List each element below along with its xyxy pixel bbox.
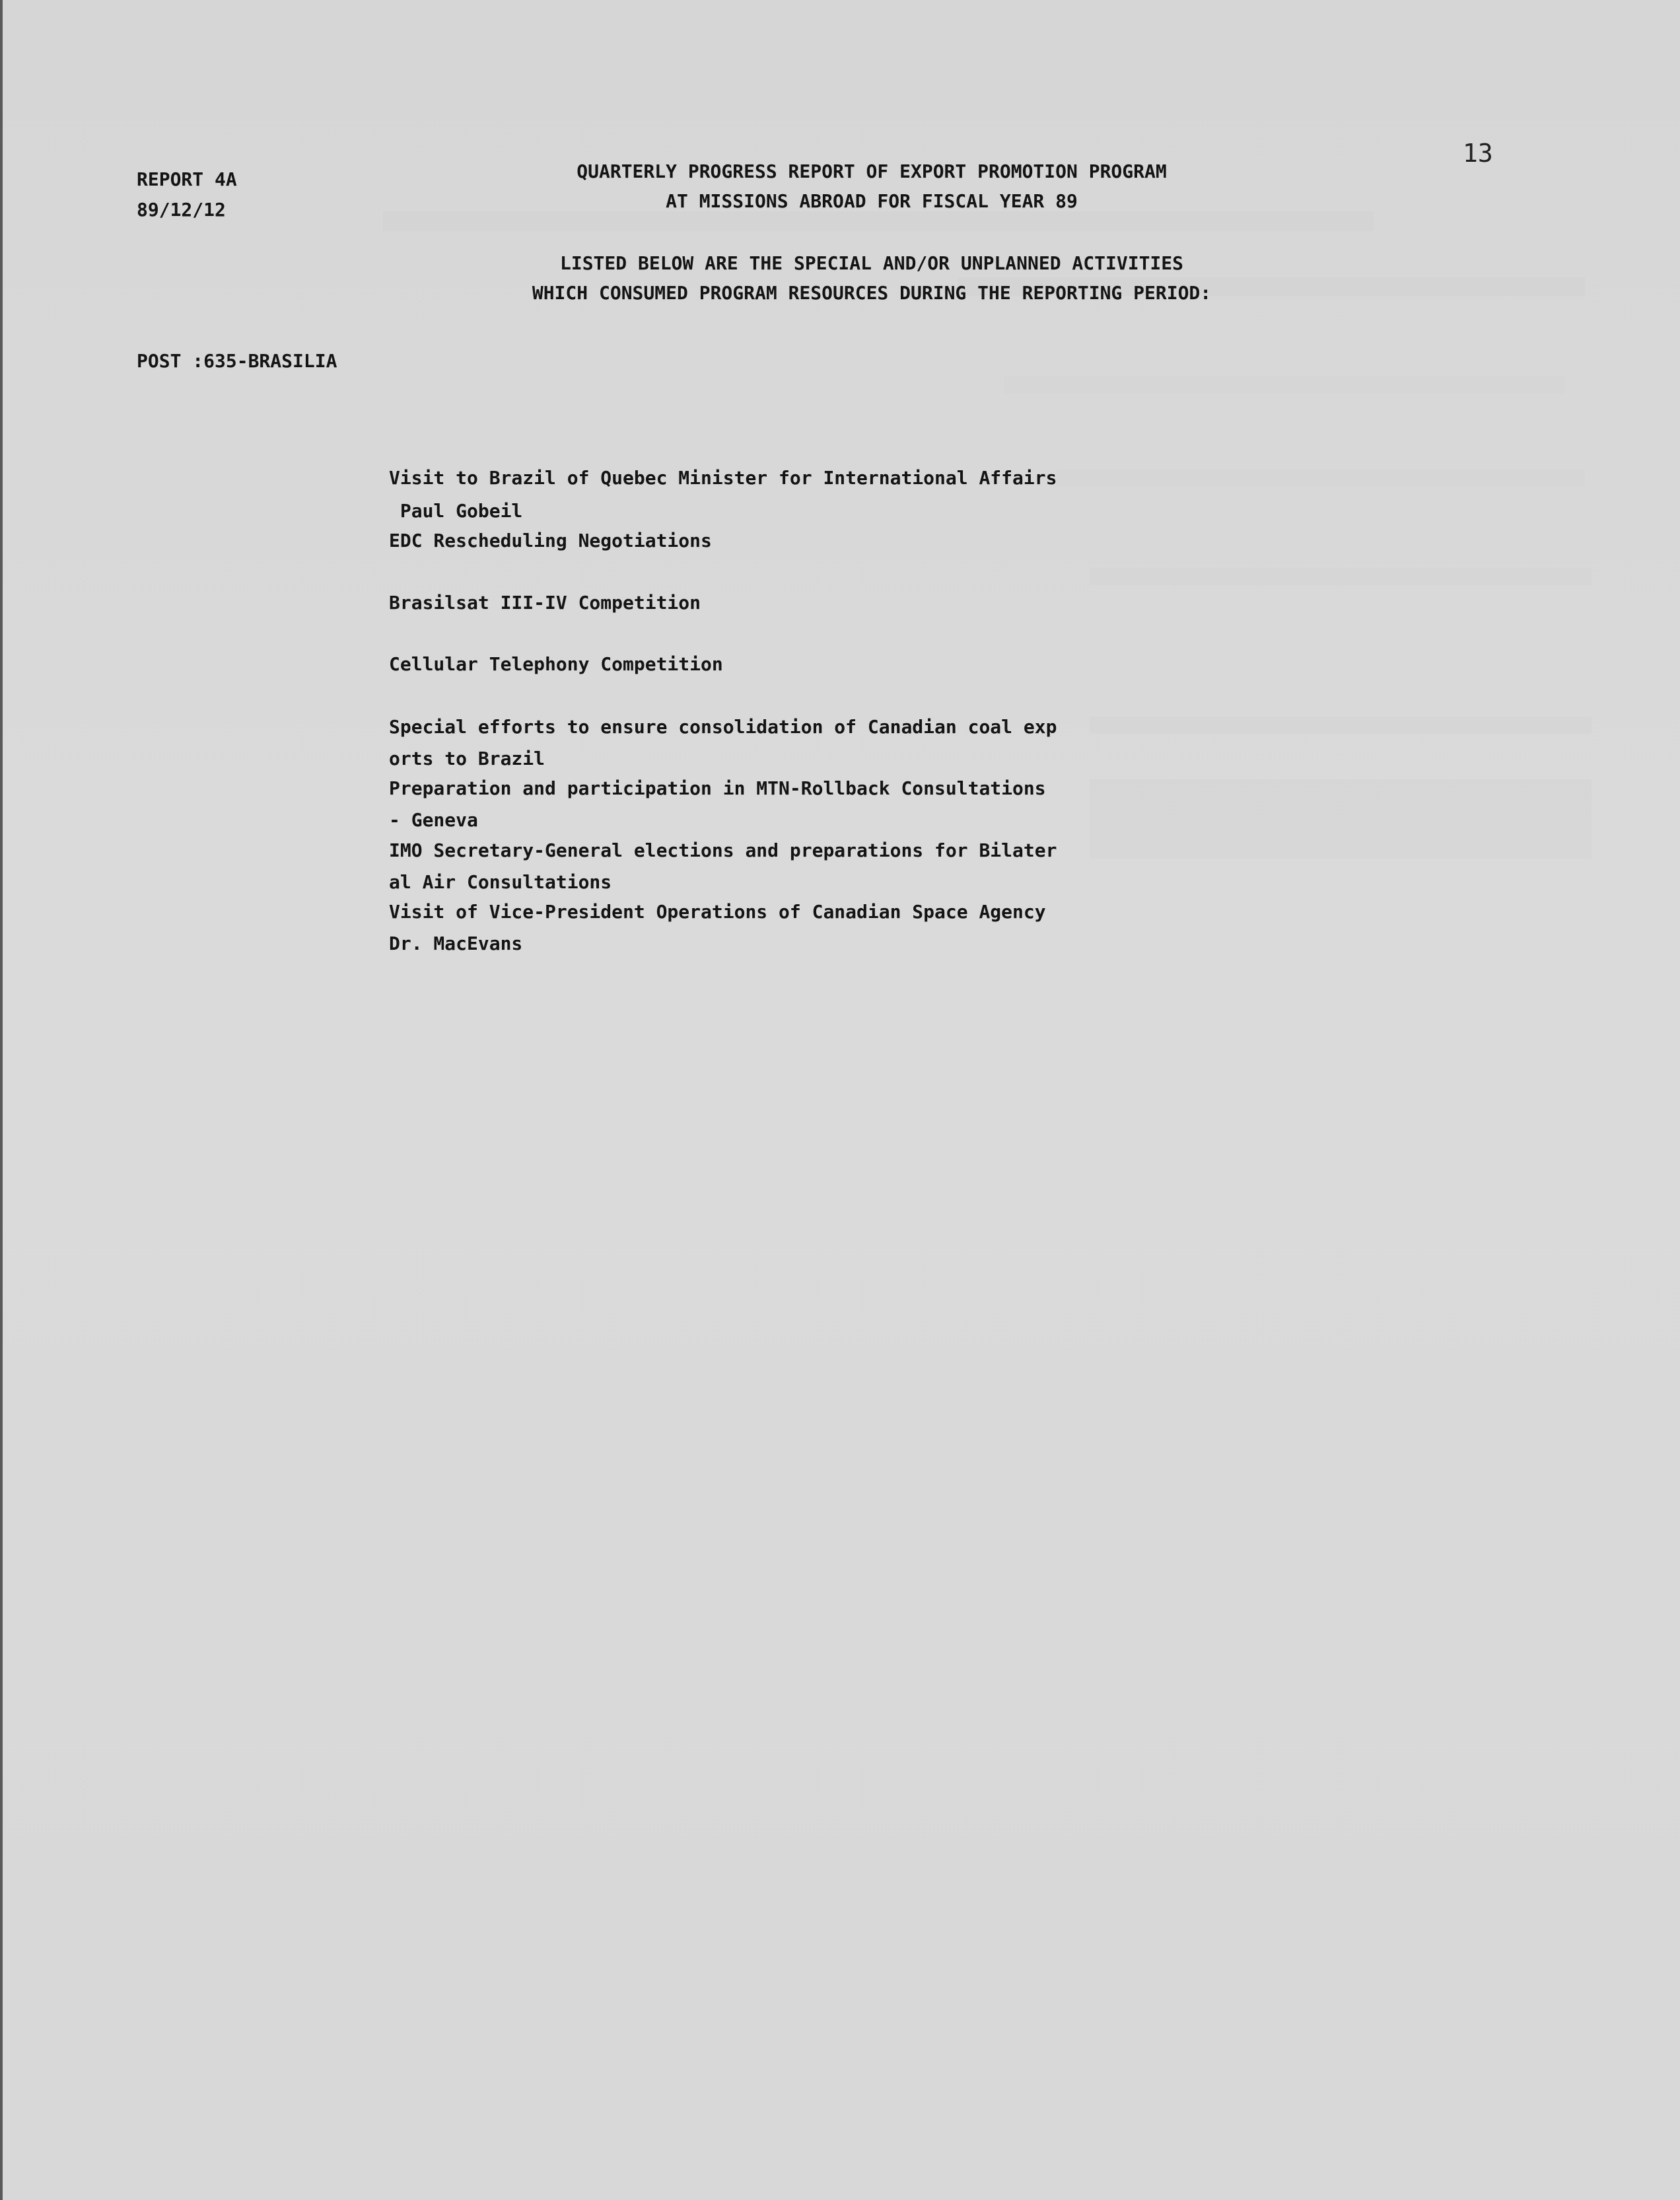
activity-line: - Geneva (389, 809, 478, 831)
bleed-through-block (1004, 376, 1565, 394)
report-id: REPORT 4A (137, 168, 237, 190)
bleed-through-block (1090, 717, 1592, 734)
activity-line: Visit to Brazil of Quebec Minister for International Affairs (389, 467, 1057, 489)
activity-line: Brasilsat III-IV Competition (389, 592, 701, 614)
activity-line: IMO Secretary-General elections and preparations for Bilater (389, 839, 1057, 861)
page-number: 13 (1463, 139, 1493, 168)
activity-line: Visit of Vice-President Operations of Canadian Space Agency (389, 901, 1046, 923)
bleed-through-block (1057, 469, 1585, 486)
bleed-through-block (1090, 779, 1592, 859)
activity-line: Preparation and participation in MTN-Rollback Consultations (389, 777, 1046, 799)
report-title-line-1: QUARTERLY PROGRESS REPORT OF EXPORT PROMOTION PROGRAM (577, 160, 1167, 182)
activity-line: Special efforts to ensure consolidation of Canadian coal exp (389, 716, 1057, 738)
report-date: 89/12/12 (137, 199, 226, 221)
report-subtitle-line-2: WHICH CONSUMED PROGRAM RESOURCES DURING THE REPORTING PERIOD: (532, 282, 1212, 304)
activity-line: al Air Consultations (389, 871, 612, 893)
activity-line: Paul Gobeil (389, 500, 523, 522)
bleed-through-block (383, 211, 1374, 231)
activity-line: EDC Rescheduling Negotiations (389, 530, 712, 551)
activity-line: Cellular Telephony Competition (389, 653, 723, 675)
activity-line: orts to Brazil (389, 748, 545, 769)
activity-line: Dr. MacEvans (389, 933, 523, 954)
report-subtitle-line-1: LISTED BELOW ARE THE SPECIAL AND/OR UNPLANNED ACTIVITIES (559, 252, 1183, 274)
report-title-line-2: AT MISSIONS ABROAD FOR FISCAL YEAR 89 (666, 190, 1078, 212)
post-label: POST :635-BRASILIA (137, 350, 337, 372)
page-edge-shadow (0, 0, 3, 2200)
bleed-through-block (1090, 568, 1592, 585)
